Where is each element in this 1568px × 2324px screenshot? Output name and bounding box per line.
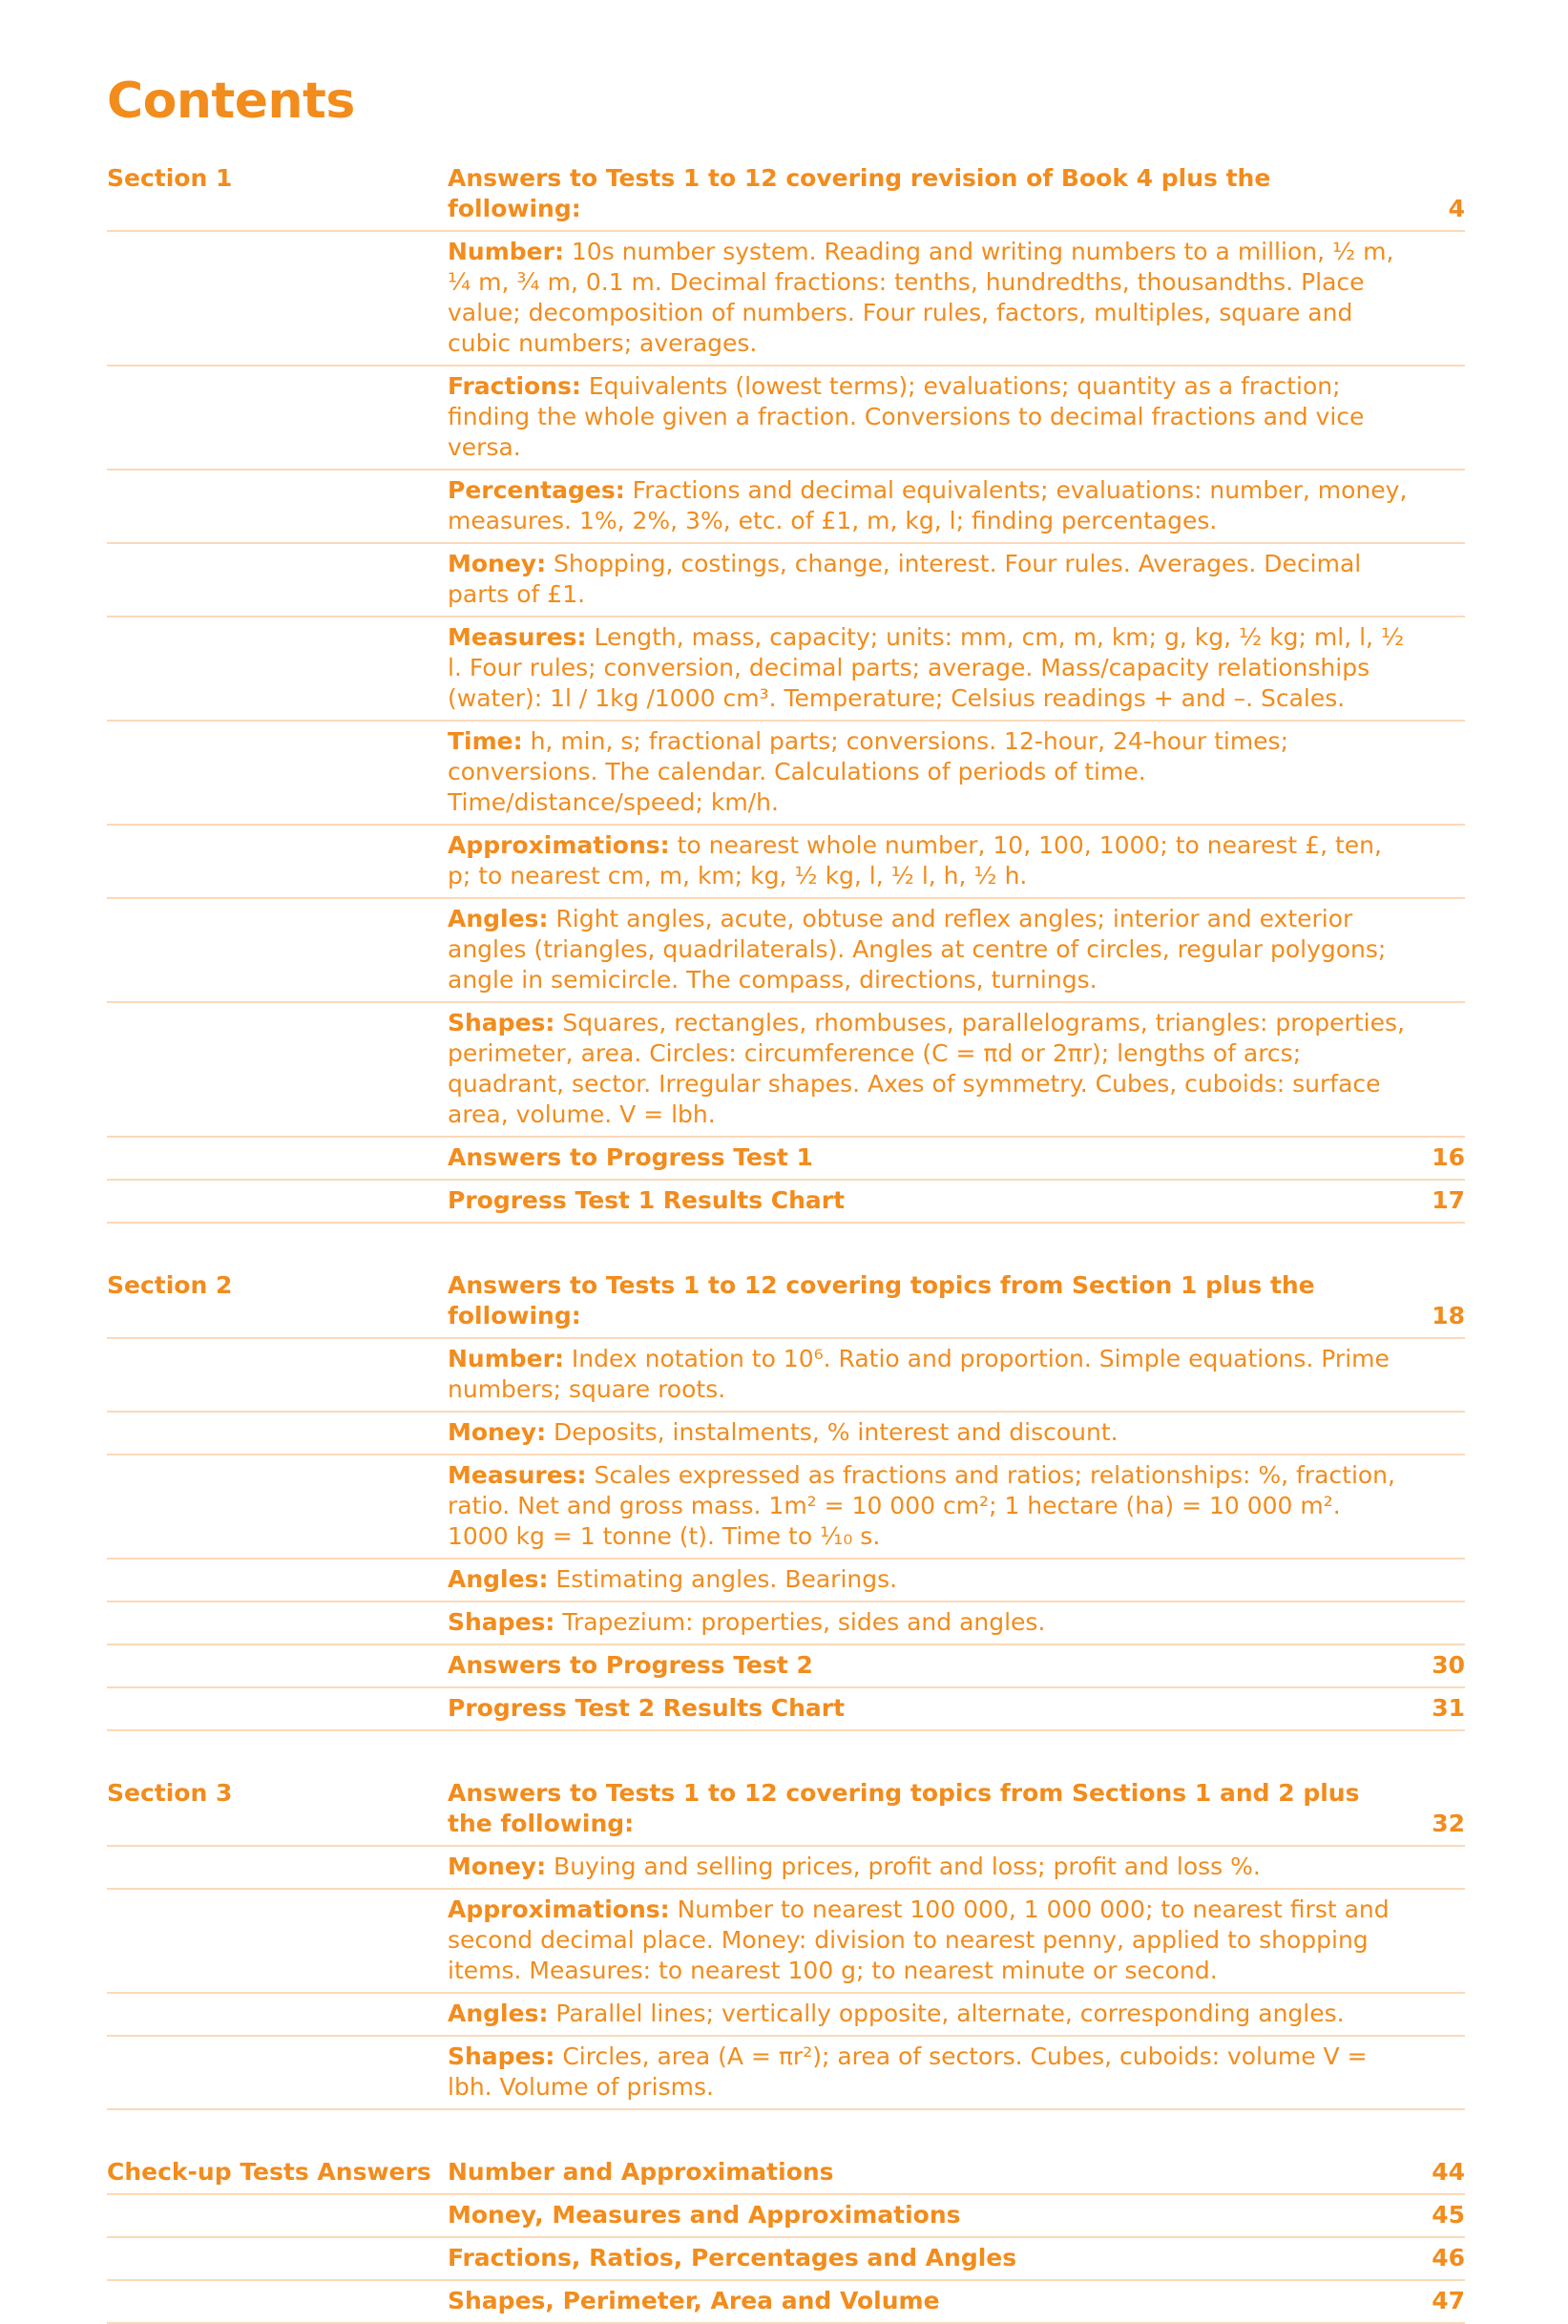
toc-row bbox=[107, 1890, 1465, 1994]
topic-title: Angles: bbox=[448, 905, 549, 932]
topic-description: h, min, s; fractional parts; conversions. 12-hour, 24-hour times; conversions. The calendar. Calculations of periods of time. Time/distance/speed; km/h. bbox=[448, 727, 1288, 816]
topic-description: Parallel lines; vertically opposite, alternate, corresponding angles. bbox=[548, 1999, 1345, 2027]
topic-entry bbox=[448, 1417, 1408, 1448]
topic-description: Length, mass, capacity; units: mm, cm, m, km; g, kg, ½ kg; ml, l, ½ l. Four rules; conversion, decimal parts; average. Mass/capacity relationships (water): 1l / 1kg /1000 cm³. Temperature; Celsius readings + and –. Scales. bbox=[448, 623, 1405, 712]
topic-description: Trapezium: properties, sides and angles. bbox=[554, 1608, 1046, 1636]
page-title: Contents bbox=[107, 73, 355, 130]
topic-description: Squares, rectangles, rhombuses, parallelograms, triangles: properties, perimeter, area. Circles: circumference (C = πd or 2πr); lengths of arcs; quadrant, sector. Irregular shapes. Axes of symmetry. Cubes, cuboids: surface area, volume. V = lbh. bbox=[448, 1009, 1405, 1128]
topic-description: 10s number system. Reading and writing numbers to a million, ½ m, ¼ m, ¾ m, 0.1 m. Decimal fractions: tenths, hundredths, thousandths. Place value; decomposition of numbers. Four rules, factors, multiples, square and cubic numbers; averages. bbox=[448, 238, 1394, 357]
section-label: Section 2 bbox=[107, 1271, 233, 1299]
toc-row bbox=[107, 826, 1465, 899]
toc-row bbox=[107, 2238, 1465, 2281]
topic-description: Scales expressed as fractions and ratios; relationships: %, fraction, ratio. Net and gross mass. 1m² = 10 000 cm²; 1 hectare (ha) = 10 000 m². 1000 kg = 1 tonne (t). Time to ¹⁄₁₀ s. bbox=[448, 1461, 1395, 1550]
topic-title: Approximations: bbox=[448, 831, 670, 859]
topic-entry bbox=[448, 2041, 1408, 2103]
topic-description: Fractions and decimal equivalents; evaluations: number, money, measures. 1%, 2%, 3%, etc. of £1, m, kg, l; finding percentages. bbox=[448, 476, 1408, 534]
section-block bbox=[107, 158, 1465, 1224]
section-label: Check-up Tests Answers bbox=[107, 2158, 431, 2186]
toc-row bbox=[107, 618, 1465, 722]
topic-description: Buying and selling prices, profit and loss; profit and loss %. bbox=[546, 1853, 1261, 1880]
section-block bbox=[107, 1773, 1465, 2110]
toc-row bbox=[107, 1602, 1465, 1645]
topic-description: to nearest whole number, 10, 100, 1000; to nearest £, ten, p; to nearest cm, m, km; kg, ½ kg, l, ½ l, h, ½ h. bbox=[448, 831, 1382, 890]
page-number: 17 bbox=[1432, 1186, 1465, 1214]
page-number: 44 bbox=[1432, 2158, 1465, 2186]
toc-row bbox=[107, 1688, 1465, 1731]
topic-entry bbox=[448, 1460, 1408, 1552]
extra-entry: Answers to Progress Test 1 bbox=[448, 1143, 813, 1171]
topic-title: Shapes: bbox=[448, 1608, 555, 1636]
topic-title: Number: bbox=[448, 238, 564, 265]
topic-title: Shapes: bbox=[448, 1009, 555, 1036]
topic-description: Number to nearest 100 000, 1 000 000; to nearest first and second decimal place. Money: division to nearest penny, applied to shopping items. Measures: to nearest 100 g; to nearest minute or second. bbox=[448, 1895, 1390, 1984]
checkup-entry: Number and Approximations bbox=[448, 2158, 834, 2186]
topic-entry bbox=[448, 475, 1408, 536]
page-number: 32 bbox=[1432, 1810, 1465, 1837]
section-heading: Answers to Tests 1 to 12 covering topics from Section 1 plus the following: bbox=[448, 1271, 1315, 1329]
topic-title: Money: bbox=[448, 1853, 547, 1880]
section-heading-row bbox=[107, 158, 1465, 232]
topic-title: Measures: bbox=[448, 1461, 587, 1489]
toc-row bbox=[107, 899, 1465, 1003]
page-number: 46 bbox=[1432, 2244, 1465, 2272]
section-heading: Answers to Tests 1 to 12 covering topics from Sections 1 and 2 plus the following: bbox=[448, 1779, 1360, 1837]
topic-entry bbox=[448, 1895, 1408, 1986]
toc-row bbox=[107, 471, 1465, 544]
topic-title: Percentages: bbox=[448, 476, 625, 504]
toc-row bbox=[107, 2037, 1465, 2110]
topic-entry bbox=[448, 1564, 1408, 1595]
toc-row bbox=[107, 1455, 1465, 1560]
topic-description: Equivalents (lowest terms); evaluations; quantity as a fraction; finding the whole given a fraction. Conversions to decimal fractions and vice versa. bbox=[448, 372, 1365, 461]
toc-row bbox=[107, 544, 1465, 618]
toc-row bbox=[107, 1645, 1465, 1688]
toc-row bbox=[107, 1339, 1465, 1413]
section-label: Section 3 bbox=[107, 1779, 233, 1807]
toc-row bbox=[107, 2195, 1465, 2238]
toc-row bbox=[107, 1560, 1465, 1602]
topic-title: Money: bbox=[448, 550, 547, 577]
page-number: 47 bbox=[1432, 2287, 1465, 2314]
topic-entry bbox=[448, 830, 1408, 891]
checkup-entry: Shapes, Perimeter, Area and Volume bbox=[448, 2287, 940, 2314]
topic-title: Angles: bbox=[448, 1999, 549, 2027]
page-number: 16 bbox=[1432, 1143, 1465, 1171]
section-heading-row bbox=[107, 1266, 1465, 1339]
toc-row bbox=[107, 1847, 1465, 1890]
toc-row bbox=[107, 1181, 1465, 1224]
checkup-entry: Fractions, Ratios, Percentages and Angles bbox=[448, 2244, 1017, 2272]
section-heading: Answers to Tests 1 to 12 covering revision of Book 4 plus the following: bbox=[448, 164, 1271, 222]
extra-entry: Answers to Progress Test 2 bbox=[448, 1651, 813, 1679]
page-number: 45 bbox=[1432, 2201, 1465, 2229]
topic-title: Approximations: bbox=[448, 1895, 670, 1923]
topic-title: Fractions: bbox=[448, 372, 581, 400]
toc-row bbox=[107, 1003, 1465, 1138]
toc-row bbox=[107, 366, 1465, 471]
topic-title: Time: bbox=[448, 727, 523, 755]
checkup-entry: Money, Measures and Approximations bbox=[448, 2201, 961, 2229]
topic-description: Circles, area (A = πr²); area of sectors. Cubes, cuboids: volume V = lbh. Volume of prisms. bbox=[448, 2042, 1368, 2101]
topic-entry bbox=[448, 237, 1408, 359]
page-number: 31 bbox=[1432, 1694, 1465, 1722]
page-number: 30 bbox=[1432, 1651, 1465, 1679]
toc-row bbox=[107, 1138, 1465, 1181]
toc-row bbox=[107, 1994, 1465, 2037]
topic-entry bbox=[448, 1607, 1408, 1638]
topic-entry bbox=[448, 1344, 1408, 1405]
checkup-block bbox=[107, 2152, 1465, 2324]
extra-entry: Progress Test 1 Results Chart bbox=[448, 1186, 846, 1214]
page-number: 4 bbox=[1448, 195, 1465, 222]
topic-entry bbox=[448, 371, 1408, 463]
toc-row bbox=[107, 232, 1465, 366]
topic-title: Angles: bbox=[448, 1565, 549, 1593]
topic-entry bbox=[448, 904, 1408, 995]
topic-entry bbox=[448, 622, 1408, 714]
topic-title: Money: bbox=[448, 1418, 547, 1446]
page-number: 18 bbox=[1432, 1302, 1465, 1329]
topic-description: Deposits, instalments, % interest and discount. bbox=[546, 1418, 1119, 1446]
topic-entry bbox=[448, 1852, 1408, 1882]
toc-row bbox=[107, 1413, 1465, 1455]
toc-row bbox=[107, 2152, 1465, 2195]
section-label: Section 1 bbox=[107, 164, 233, 192]
table-of-contents bbox=[107, 158, 1465, 2324]
topic-description: Estimating angles. Bearings. bbox=[548, 1565, 898, 1593]
topic-entry bbox=[448, 726, 1408, 818]
toc-row bbox=[107, 722, 1465, 826]
topic-title: Number: bbox=[448, 1345, 564, 1372]
topic-title: Shapes: bbox=[448, 2042, 555, 2070]
topic-entry bbox=[448, 1999, 1408, 2029]
section-heading-row bbox=[107, 1773, 1465, 1847]
topic-entry bbox=[448, 1008, 1408, 1130]
section-block bbox=[107, 1266, 1465, 1731]
topic-entry bbox=[448, 549, 1408, 610]
extra-entry: Progress Test 2 Results Chart bbox=[448, 1694, 846, 1722]
topic-description: Shopping, costings, change, interest. Four rules. Averages. Decimal parts of £1. bbox=[448, 550, 1362, 608]
topic-description: Index notation to 10⁶. Ratio and proportion. Simple equations. Prime numbers; square roots. bbox=[448, 1345, 1390, 1403]
toc-row bbox=[107, 2281, 1465, 2324]
topic-description: Right angles, acute, obtuse and reflex angles; interior and exterior angles (triangles, quadrilaterals). Angles at centre of circles, regular polygons; angle in semicircle. The compass, directions, turnings. bbox=[448, 905, 1387, 994]
topic-title: Measures: bbox=[448, 623, 587, 651]
